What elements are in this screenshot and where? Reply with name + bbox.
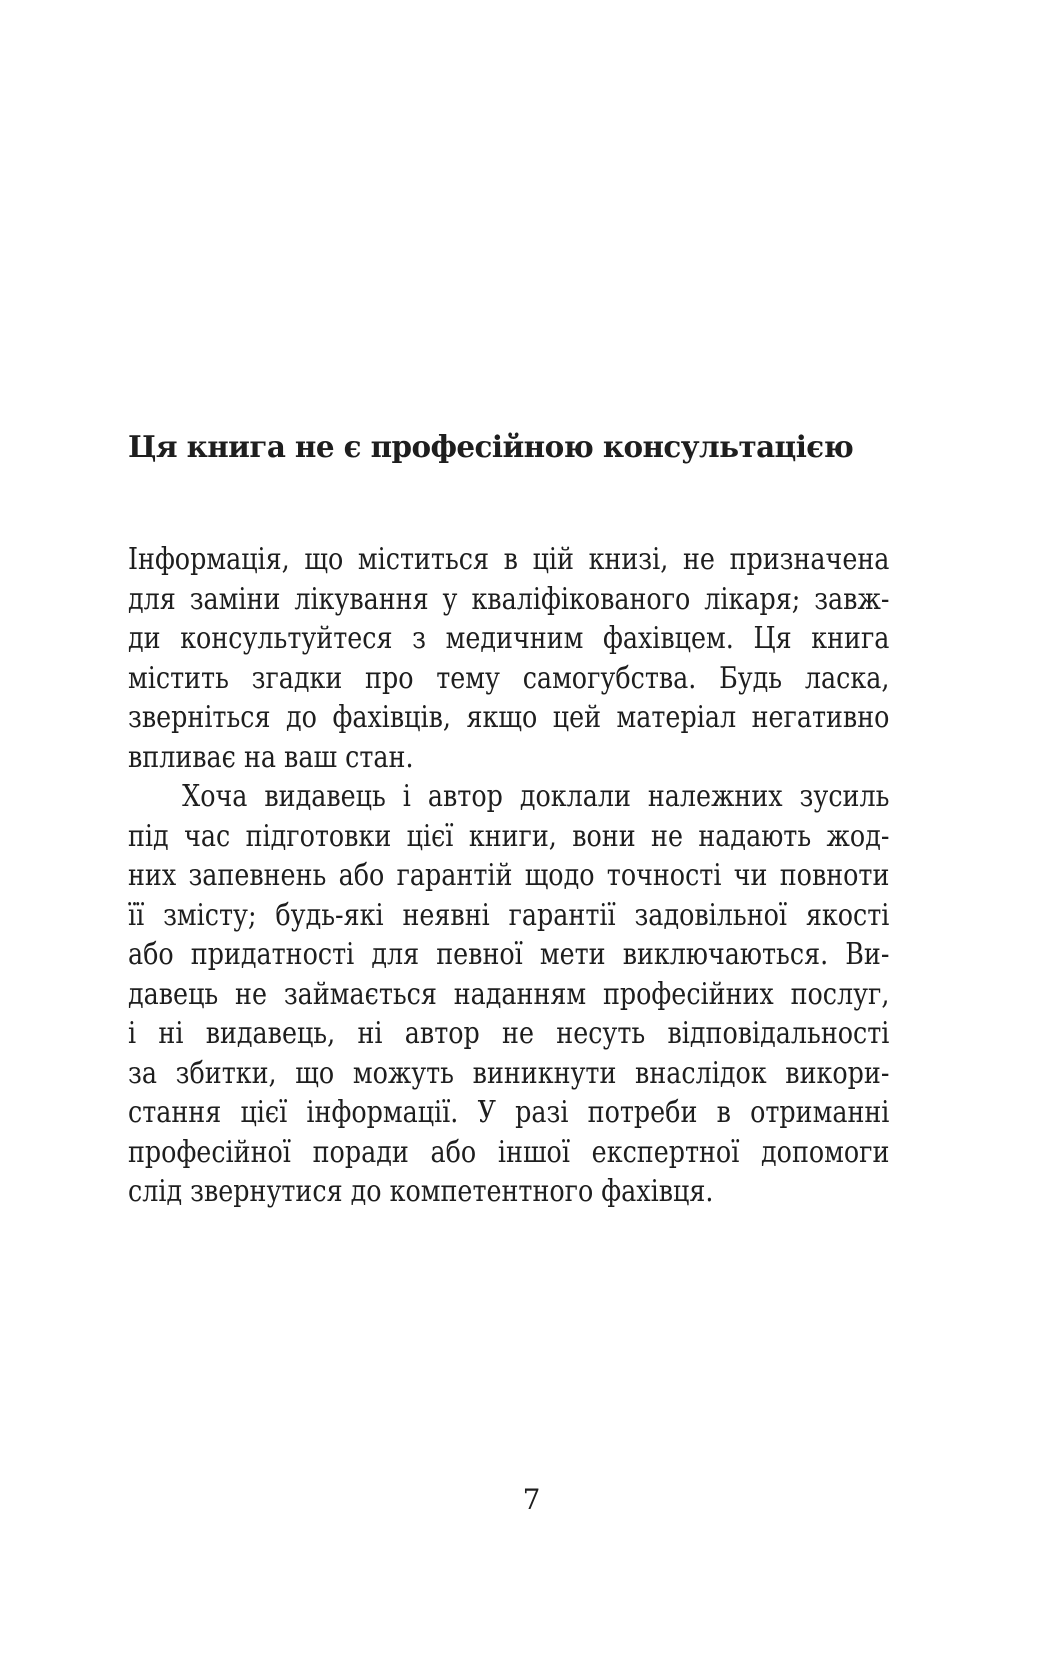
text-line: містить згадки про тему самогубства. Будь ласка, [128, 660, 890, 696]
text-line: професійної поради або іншої експертної допомоги [128, 1134, 890, 1170]
text-line: під час підготовки цієї книги, вони не надають жод- [128, 818, 890, 854]
page-number: 7 [522, 1483, 541, 1516]
paragraph-2 [128, 777, 889, 1212]
text-line: слід звернутися до компетентного фахівця. [128, 1174, 714, 1209]
text-line: стання цієї інформації. У разі потреби в отриманні [128, 1095, 890, 1130]
text-line: її змісту; будь-які неявні гарантії задовільної якості [128, 897, 890, 933]
text-line: впливає на ваш стан. [128, 739, 414, 775]
text-line: для заміни лікування у кваліфікованого лікаря; завж- [128, 581, 890, 617]
text-line: давець не займається наданням професійних послуг, [128, 976, 890, 1012]
text-line: ди консультуйтеся з медичним фахівцем. Ця книга [128, 621, 890, 656]
text-line: них запевнень або гарантій щодо точності чи повноти [128, 858, 890, 893]
paragraph-1 [128, 540, 889, 777]
text-line: або придатності для певної мети виключаються. Ви- [128, 937, 890, 972]
section-heading: Ця книга не є професійною консультацією [128, 430, 854, 465]
text-line: за збитки, що можуть виникнути внаслідок викори- [128, 1055, 890, 1091]
text-line: зверніться до фахівців, якщо цей матеріал негативно [128, 700, 890, 735]
text-line: Інформація, що міститься в цій книзі, не призначена [128, 542, 890, 577]
text-line: і ні видавець, ні автор не несуть відповідальності [128, 1016, 890, 1051]
text-line: Хоча видавець і автор доклали належних зусиль [182, 779, 890, 814]
body-text [128, 540, 889, 1212]
